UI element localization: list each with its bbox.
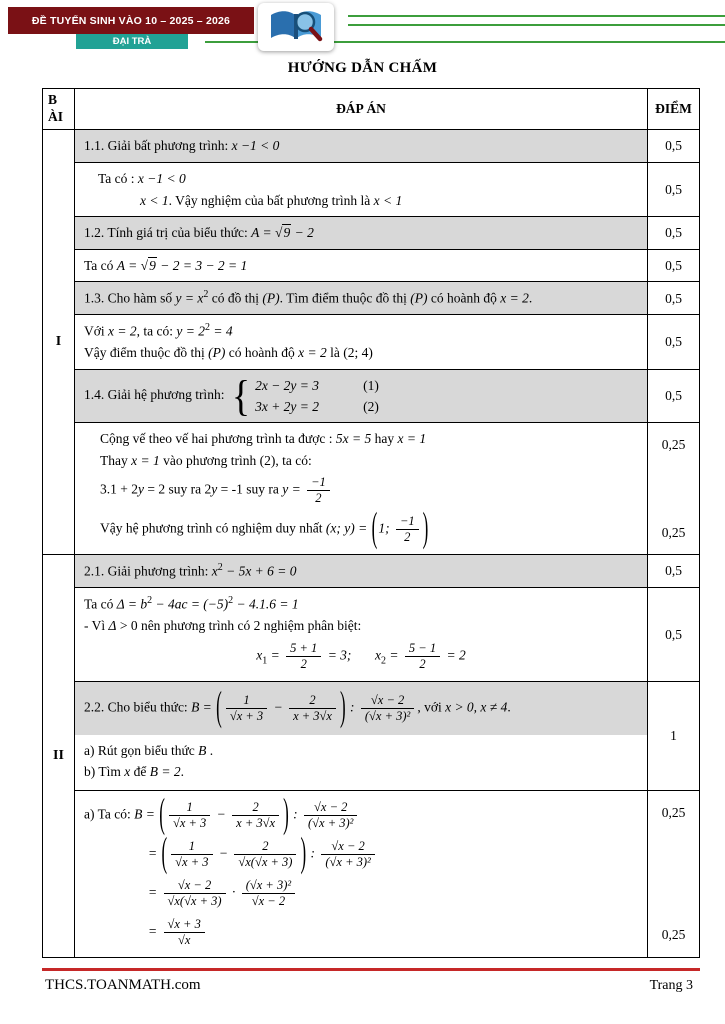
exam-banner-subtitle: ĐẠI TRÀ	[76, 34, 188, 49]
text-line: Cộng vế theo vế hai phương trình ta được : 5x = 5 hay x = 1	[100, 431, 427, 447]
text-line: Vậy hệ phương trình có nghiệm duy nhất (x; y) = (1; $\frac{-1}{2}$ )	[100, 504, 429, 551]
answer-row	[43, 791, 700, 958]
dap-an-cell	[75, 588, 648, 682]
dap-an-cell	[75, 249, 648, 282]
diem-cell: 0,5	[648, 249, 700, 282]
text-line: $x_1$ = $\frac{5 + 1}{2}$ = 3; $x_2$ = $\frac{5 - 1}{2}$ = 2	[256, 640, 466, 671]
diem-cell: 0,5	[648, 369, 700, 422]
text-line: a) Rút gọn biểu thức B .	[84, 742, 214, 758]
question-row	[43, 130, 700, 163]
diem-cell: 0,5	[648, 315, 700, 370]
dap-an-cell	[75, 217, 648, 250]
diem-cell: 0,25 0,25	[648, 791, 700, 958]
text-line: a) Ta có: B = ( $\frac{1}{√x + 3}$ − $\frac{2}{x + 3√x}$ ) : $\frac{√x - 2}{\text{(√x + 3)²}}$	[84, 797, 638, 834]
header-rule-top	[348, 15, 725, 17]
text-line: Vậy điểm thuộc đồ thị (P) có hoành độ x = 2 là (2; 4)	[84, 345, 373, 361]
text-line: 1.2. Tính giá trị của biểu thức: A = √9 − 2	[84, 225, 314, 241]
dap-an-cell	[75, 681, 648, 790]
diem-cell: 0,5	[648, 555, 700, 588]
answer-row	[43, 163, 700, 217]
dap-an-cell	[75, 369, 648, 422]
answer-row	[43, 315, 700, 370]
dap-an-cell	[75, 791, 648, 958]
dap-an-cell	[75, 315, 648, 370]
text-line: Ta có : x −1 < 0	[98, 171, 186, 186]
text-line: - Vì Δ > 0 nên phương trình có 2 nghiệm phân biệt:	[84, 618, 362, 634]
question-row	[43, 555, 700, 588]
answer-row	[43, 423, 700, 555]
footer-site-text: THCS.TOANMATH.com	[45, 977, 201, 993]
answer-row	[43, 588, 700, 682]
text-line: 1.4. Giải hệ phương trình: { 2x − 2y = 3 (1) 3x + 2y = 2 (2)	[84, 371, 379, 421]
diem-cell: 0,5	[648, 217, 700, 250]
diem-cell: 0,5	[648, 130, 700, 163]
question-row	[43, 217, 700, 250]
dap-an-cell	[75, 555, 648, 588]
table-header-row	[43, 89, 700, 130]
book-magnifier-logo-icon	[258, 3, 334, 51]
column-header-bai: BÀI	[43, 89, 75, 130]
dap-an-cell	[75, 163, 648, 217]
column-header-diem: ĐIỂM	[648, 89, 700, 130]
question-row	[43, 369, 700, 422]
answer-table	[42, 88, 700, 958]
dap-an-cell	[75, 423, 648, 555]
text-line: = $\frac{√x + 3}{√x}$	[84, 914, 638, 951]
diem-cell: 1	[648, 681, 700, 790]
text-line: 3.1 + 2y = 2 suy ra 2y = -1 suy ra y = $\frac{-1}{2}$	[84, 472, 638, 509]
footer-rule	[42, 968, 700, 971]
exam-banner-title: ĐỀ TUYỂN SINH VÀO 10 – 2025 – 2026	[8, 7, 254, 34]
dap-an-cell	[75, 130, 648, 163]
diem-cell: 0,5	[648, 588, 700, 682]
answer-row	[43, 681, 700, 790]
text-line: 2.1. Giải phương trình: $x^2 - 5x + 6 = 0$	[84, 562, 297, 579]
text-line: Với x = 2, ta có: $y = 2^2 = 4$	[84, 322, 233, 339]
answer-row	[43, 249, 700, 282]
text-line: 1.3. Cho hàm số $y = x^2$ có đồ thị (P). Tìm điểm thuộc đồ thị (P) có hoành độ x = 2.	[84, 289, 533, 306]
header-rule-middle	[348, 24, 725, 26]
diem-cell: 0,5	[648, 282, 700, 315]
text-line: 2.2. Cho biểu thức: B = ( $\frac{1}{√x + 3}$ − $\frac{2}{x + 3√x}$ ) : $\frac{√x - 2}{\text{(√x + 3)²}}$ , với x > 0, x ≠ 4.	[84, 683, 511, 730]
diem-cell: 0,5	[648, 163, 700, 217]
answer-table-body	[43, 130, 700, 958]
text-line: = ( $\frac{1}{√x + 3}$ − $\frac{2}{√x(√x + 3)}$ ) : $\frac{√x - 2}{\text{(√x + 3)²}}$	[84, 836, 638, 873]
bai-cell: I	[43, 130, 75, 555]
bai-cell: II	[43, 555, 75, 958]
text-line: b) Tìm x để B = 2.	[84, 764, 184, 780]
text-line: Thay x = 1 vào phương trình (2), ta có:	[100, 452, 312, 468]
text-line: 1.1. Giải bất phương trình: x −1 < 0	[84, 138, 280, 154]
text-line: Ta có $\Delta = b^2 - 4ac = (-5)^2 - 4.1.6 = 1$	[84, 595, 299, 612]
footer-page-number: Trang 3	[649, 978, 693, 993]
column-header-dap-an: ĐÁP ÁN	[75, 89, 648, 130]
text-line: Ta có A = √9 − 2 = 3 − 2 = 1	[84, 257, 248, 273]
question-row	[43, 282, 700, 315]
dap-an-cell	[75, 282, 648, 315]
text-line: x < 1. Vậy nghiệm của bất phương trình là x < 1	[140, 192, 403, 208]
text-line: = $\frac{√x - 2}{√x(√x + 3)}$ · $\frac{\text{(√x + 3)²}}{√x - 2}$	[84, 875, 638, 912]
diem-cell: 0,25 0,25	[648, 423, 700, 555]
page-title: HƯỚNG DẪN CHẤM	[287, 60, 438, 76]
